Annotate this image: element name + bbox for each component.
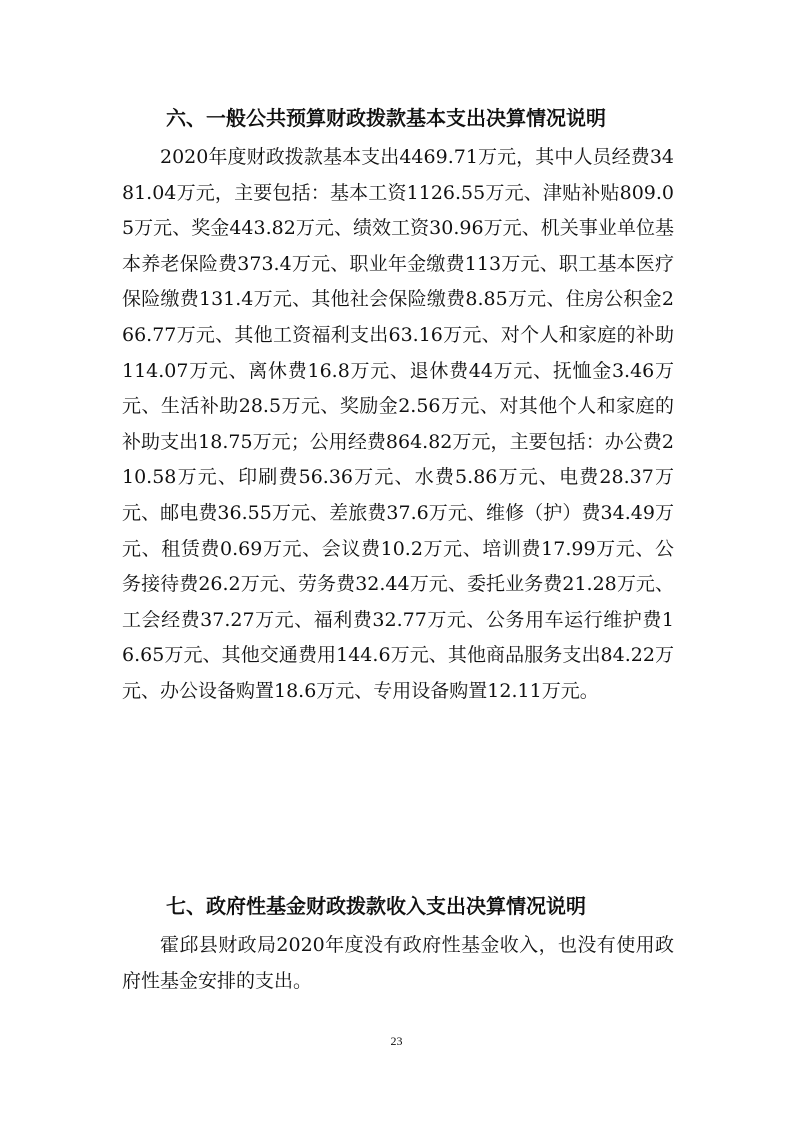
section-6-heading: 六、一般公共预算财政拨款基本支出决算情况说明 (166, 106, 606, 130)
section-7-heading: 七、政府性基金财政拨款收入支出决算情况说明 (166, 894, 586, 918)
section-6-paragraph: 2020年度财政拨款基本支出4469.71万元，其中人员经费3481.04万元，主要包括：基本工资1126.55万元、津贴补贴809.05万元、奖金443.82万元、绩效工资30.96万元、机关事业单位基本养老保险费373.4万元、职业年金缴费113万元、职工基本医疗保险缴费131.4万元、其他社会保险缴费8.85万元、住房公积金266.77万元、其他工资福利支出63.16万元、对个人和家庭的补助114.07万元、离休费16.8万元、退休费44万元、抚恤金3.46万元、生活补助28.5万元、奖励金2.56万元、对其他个人和家庭的补助支出18.75万元；公用经费864.82万元，主要包括：办公费210.58万元、印刷费56.36万元、水费5.86万元、电费28.37万元、邮电费36.55万元、差旅费37.6万元、维修（护）费34.49万元、租赁费0.69万元、会议费10.2万元、培训费17.99万元、公务接待费26.2万元、劳务费32.44万元、委托业务费21.28万元、工会经费37.27万元、福利费32.77万元、公务用车运行维护费16.65万元、其他交通费用144.6万元、其他商品服务支出84.22万元、办公设备购置18.6万元、专用设备购置12.11万元。 (122, 146, 674, 702)
page-number: 23 (390, 1034, 403, 1048)
section-7-paragraph: 霍邱县财政局2020年度没有政府性基金收入，也没有使用政府性基金安排的支出。 (122, 934, 674, 992)
